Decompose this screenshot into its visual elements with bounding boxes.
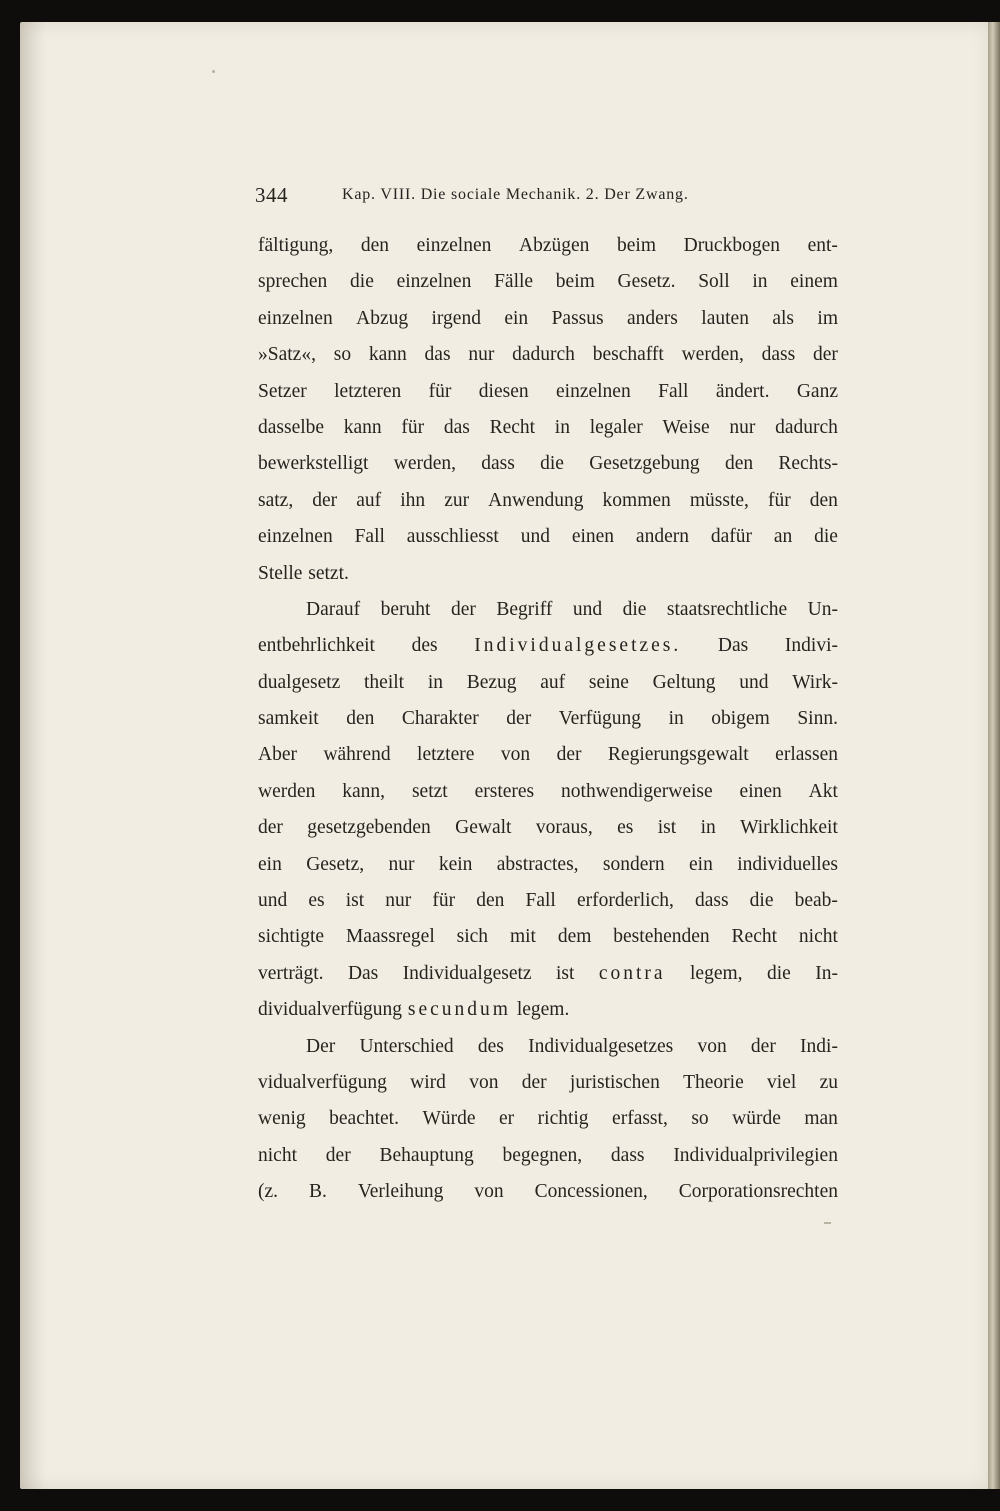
word: den <box>476 890 505 912</box>
word: Behauptung <box>379 1144 474 1166</box>
word: Weise <box>662 416 710 438</box>
word: zur <box>444 489 470 511</box>
word: in <box>752 271 768 293</box>
word: erforderlich, <box>576 890 674 912</box>
chapter-running-title: Kap. VIII. Die sociale Mechanik. 2. Der Zwang. <box>342 186 689 203</box>
word: Charakter <box>401 708 479 730</box>
word: (z. <box>258 1181 279 1203</box>
word: individuelles <box>737 853 838 875</box>
word: anders <box>627 307 678 329</box>
word: dadurch <box>512 344 575 366</box>
word: die <box>350 271 374 293</box>
word: dafür <box>710 526 752 548</box>
word: Indivi- <box>784 635 838 657</box>
word: Recht <box>731 926 778 948</box>
word: Corporationsrechten <box>678 1181 838 1203</box>
word: Rechts- <box>778 453 838 475</box>
word: viel <box>767 1071 797 1093</box>
word: dass <box>481 453 515 475</box>
word: einzelnen <box>258 526 333 548</box>
word: nur <box>385 890 412 912</box>
word: der <box>450 598 476 620</box>
text-line <box>258 337 838 373</box>
text-line <box>258 810 838 846</box>
text-line <box>258 1174 838 1210</box>
word: entbehrlichkeit <box>258 635 375 657</box>
page-number: 344 <box>255 183 288 207</box>
word: Der <box>306 1035 336 1057</box>
word: lauten <box>701 307 749 329</box>
word: von <box>474 1181 504 1203</box>
word: Individualprivilegien <box>673 1144 838 1166</box>
text-line <box>258 701 838 737</box>
word: das <box>424 344 451 366</box>
word: werden <box>258 780 316 802</box>
word: dualgesetz <box>258 671 341 693</box>
word: einzelnen <box>396 271 472 293</box>
text-line <box>258 1065 838 1101</box>
word: kann, <box>342 780 386 802</box>
word: wenig <box>258 1108 306 1130</box>
word: obigem <box>711 708 770 730</box>
word: juristischen <box>569 1071 660 1093</box>
word: müsste, <box>689 489 749 511</box>
word: Gesetz. <box>617 271 676 293</box>
word: setzt <box>411 780 448 802</box>
word: dasselbe <box>258 416 325 438</box>
word: letztere <box>417 744 475 766</box>
spaced-emphasis-word: Individualgesetzes. <box>474 635 682 657</box>
word: nur <box>468 344 495 366</box>
word: einen <box>739 780 782 802</box>
word: kein <box>438 853 473 875</box>
word: den <box>360 235 390 256</box>
word: dividualverfügung <box>258 999 403 1021</box>
text-line <box>258 665 838 701</box>
word: Druckbogen <box>683 235 780 256</box>
word: beschafft <box>592 344 664 366</box>
word: von <box>697 1035 727 1057</box>
word: kann <box>368 344 407 366</box>
word: Würde <box>422 1108 476 1130</box>
word: man <box>804 1108 838 1130</box>
word: beim <box>617 235 656 256</box>
word: und <box>572 598 603 620</box>
word: an <box>773 526 793 548</box>
word: Sinn. <box>797 708 838 730</box>
word: Aber <box>258 744 297 766</box>
text-line <box>258 592 838 628</box>
text-line <box>258 410 838 446</box>
word: der <box>750 1035 776 1057</box>
word: seine <box>588 671 629 693</box>
text-line <box>258 956 838 992</box>
word: die <box>749 890 774 912</box>
word: Wirk- <box>792 671 838 693</box>
word: der <box>258 817 283 839</box>
word: nur <box>388 853 415 875</box>
word: der <box>521 1071 547 1093</box>
word: in <box>668 708 684 730</box>
text-line <box>258 264 838 300</box>
word: staatsrechtliche <box>666 598 788 620</box>
word: Das <box>717 635 749 657</box>
word: Fälle <box>494 271 534 293</box>
word: für <box>767 489 791 511</box>
word: Bezug <box>466 671 517 693</box>
word: mit <box>509 926 536 948</box>
word: in <box>700 817 716 839</box>
word: verträgt. <box>258 962 324 984</box>
word: gesetzgebenden <box>307 817 431 839</box>
word: er <box>499 1108 515 1130</box>
word: Un- <box>807 598 838 620</box>
word: des <box>411 635 438 657</box>
word: »Satz«, <box>258 344 316 366</box>
word: für <box>428 380 452 402</box>
word: ausschliesst <box>406 526 499 548</box>
word: beim <box>555 271 595 293</box>
word: voraus, <box>535 817 593 839</box>
word: Gewalt <box>455 817 512 839</box>
word: diesen <box>478 380 529 402</box>
word: ist <box>657 817 677 839</box>
word: der <box>312 489 338 511</box>
word: begegnen, <box>502 1144 583 1166</box>
word: bestehenden <box>613 926 710 948</box>
word: In- <box>815 962 838 984</box>
page-edge-stack <box>988 22 1000 1489</box>
word: nur <box>729 416 756 438</box>
word: samkeit <box>258 708 319 730</box>
word: in <box>554 416 570 438</box>
word: von <box>500 744 531 766</box>
word: ist <box>345 890 365 912</box>
text-line <box>258 374 838 410</box>
word: Begriff <box>496 598 553 620</box>
word: auf <box>540 671 566 693</box>
text-line <box>258 556 838 592</box>
word: so <box>333 344 352 366</box>
word: B. <box>309 1181 327 1203</box>
word: beab- <box>794 890 838 912</box>
text-line <box>258 301 838 337</box>
word: Stelle <box>258 562 303 584</box>
word: der <box>325 1144 351 1166</box>
word: zu <box>819 1071 838 1093</box>
word: es <box>617 817 634 839</box>
word: sondern <box>602 853 665 875</box>
word: der <box>506 708 532 730</box>
word: satz, <box>258 489 294 511</box>
text-line <box>258 446 838 482</box>
word: ein <box>504 307 529 329</box>
word: und <box>520 526 550 548</box>
text-line <box>258 1101 838 1137</box>
text-line <box>258 737 838 773</box>
word: abstractes, <box>496 853 579 875</box>
word: werden, <box>681 344 744 366</box>
word: einem <box>790 271 838 293</box>
word: erfasst, <box>612 1108 668 1130</box>
word: Theorie <box>683 1071 744 1093</box>
word: Gesetz, <box>306 853 365 875</box>
word: des <box>477 1035 504 1057</box>
word: Individualgesetz <box>402 962 532 984</box>
word: den <box>346 708 375 730</box>
word: ersteres <box>474 780 535 802</box>
word: einzelnen <box>258 307 333 329</box>
word: Das <box>347 962 379 984</box>
spaced-emphasis-word: contra <box>598 962 666 984</box>
word: Fall <box>658 380 689 402</box>
word: ent- <box>807 235 838 256</box>
print-speck <box>824 1222 831 1224</box>
word: bewerkstelligt <box>258 453 369 475</box>
word: einzelnen <box>416 235 492 256</box>
word: irgend <box>431 307 481 329</box>
word: Regierungsgewalt <box>607 744 749 766</box>
word: Individualgesetzes <box>528 1035 674 1057</box>
word: es <box>308 890 325 912</box>
word: Geltung <box>652 671 716 693</box>
word: richtig <box>537 1108 589 1130</box>
word: kommen <box>602 489 671 511</box>
word: ein <box>689 853 713 875</box>
word: Maassregel <box>345 926 435 948</box>
word: ein <box>258 853 282 875</box>
word: Concessionen, <box>534 1181 648 1203</box>
word: den <box>724 453 754 475</box>
text-line <box>258 228 838 264</box>
word: kann <box>343 416 382 438</box>
word: Soll <box>698 271 730 293</box>
word: Abzug <box>356 307 409 329</box>
word: legaler <box>589 416 643 438</box>
text-line <box>258 992 838 1028</box>
word: von <box>469 1071 499 1093</box>
word: Verleihung <box>357 1181 444 1203</box>
word: die <box>540 453 564 475</box>
word: Passus <box>551 307 604 329</box>
word: sich <box>456 926 489 948</box>
text-line <box>258 483 838 519</box>
word: würde <box>732 1108 781 1130</box>
text-line <box>258 1138 838 1174</box>
word: beruht <box>380 598 431 620</box>
text-line <box>258 628 838 664</box>
word: theilt <box>364 671 405 693</box>
word: nothwendigerweise <box>561 780 713 802</box>
word: den <box>809 489 838 511</box>
spine-shadow <box>20 22 46 1489</box>
word: legem, <box>690 962 743 984</box>
word: dem <box>557 926 592 948</box>
text-line <box>258 919 838 955</box>
word: auf <box>356 489 382 511</box>
word: nicht <box>258 1144 297 1166</box>
body-text <box>258 228 838 1211</box>
word: und <box>258 890 288 912</box>
word: einzelnen <box>556 380 631 402</box>
word: die <box>766 962 791 984</box>
word: dadurch <box>775 416 838 438</box>
word: als <box>772 307 795 329</box>
word: Ganz <box>796 380 838 402</box>
word: Unterschied <box>359 1035 454 1057</box>
text-line <box>258 847 838 883</box>
word: Darauf <box>306 598 361 620</box>
word: dass <box>610 1144 645 1166</box>
word: vidualverfügung <box>258 1071 387 1093</box>
word: einen <box>571 526 615 548</box>
word: die <box>814 526 838 548</box>
word: Wirklichkeit <box>740 817 838 839</box>
word: während <box>323 744 391 766</box>
word: dass <box>694 890 729 912</box>
word: andern <box>635 526 689 548</box>
word: Indi- <box>800 1035 838 1057</box>
word: in <box>427 671 443 693</box>
word: letzteren <box>334 380 402 402</box>
word: im <box>817 307 838 329</box>
word: fältigung, <box>258 235 334 256</box>
text-line <box>258 883 838 919</box>
word: und <box>739 671 769 693</box>
word: dass <box>761 344 796 366</box>
word: ist <box>555 962 575 984</box>
text-line <box>258 519 838 555</box>
word: werden, <box>393 453 456 475</box>
word: so <box>691 1108 709 1130</box>
word: Setzer <box>258 380 307 402</box>
text-line <box>258 1029 838 1065</box>
word: beachtet. <box>329 1108 399 1130</box>
word: Recht <box>489 416 536 438</box>
word: Gesetzgebung <box>589 453 700 475</box>
word: für <box>432 890 456 912</box>
word: Akt <box>808 780 838 802</box>
text-line <box>258 774 838 810</box>
word: der <box>813 344 838 366</box>
word: ihn <box>400 489 426 511</box>
word: Fall <box>525 890 556 912</box>
word: die <box>622 598 647 620</box>
word: sichtigte <box>258 926 325 948</box>
word: legem. <box>516 999 570 1021</box>
spaced-emphasis-word: secundum <box>407 999 511 1021</box>
word: erlassen <box>775 744 838 766</box>
word: sprechen <box>258 271 328 293</box>
word: Abzügen <box>518 235 590 256</box>
word: ändert. <box>715 380 770 402</box>
word: der <box>556 744 582 766</box>
word: für <box>401 416 425 438</box>
running-header <box>255 183 835 213</box>
word: wird <box>410 1071 446 1093</box>
word: Fall <box>354 526 385 548</box>
print-speck <box>212 70 215 73</box>
word: das <box>443 416 470 438</box>
word: Anwendung <box>488 489 584 511</box>
word: Verfügung <box>558 708 642 730</box>
word: nicht <box>798 926 838 948</box>
word: setzt. <box>308 562 349 584</box>
